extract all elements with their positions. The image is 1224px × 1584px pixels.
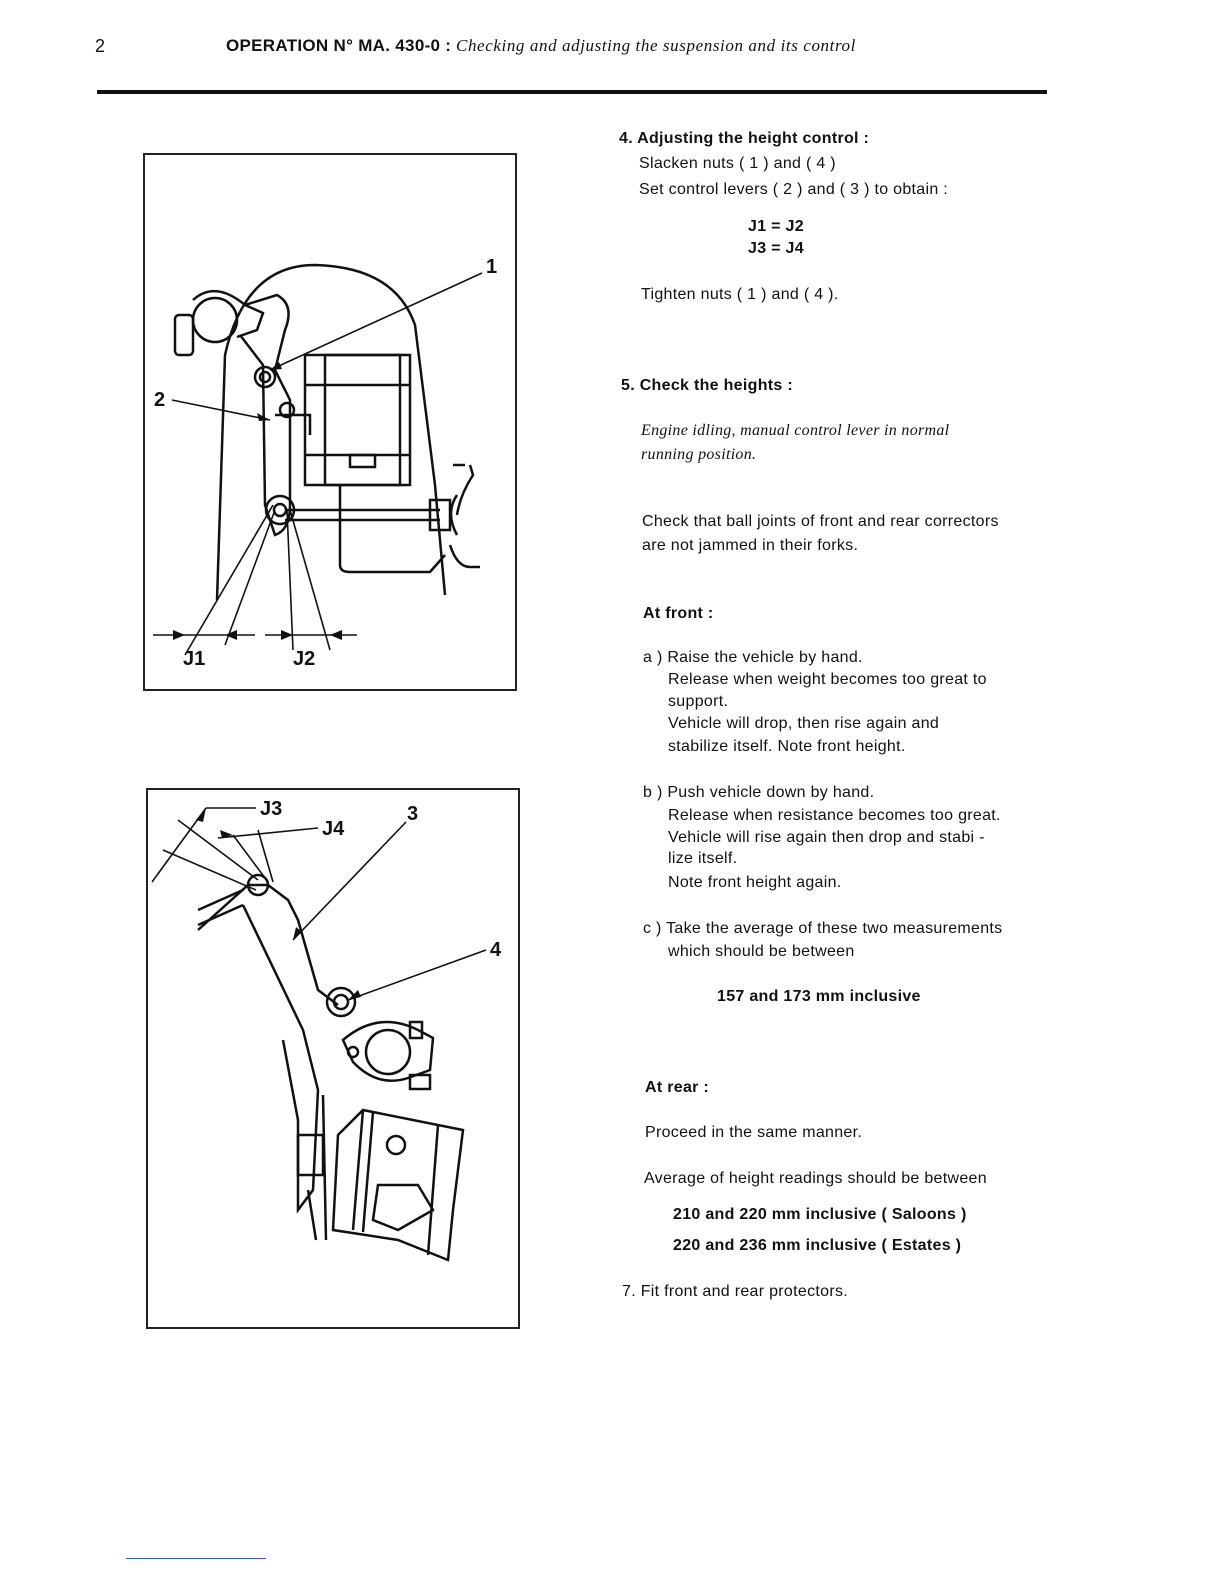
at-rear-heading: At rear : <box>645 1079 710 1096</box>
equation-j1-j2: J1 = J2 <box>748 218 804 235</box>
operation-title: OPERATION N° MA. 430-0 : <box>226 36 452 55</box>
page-edge-line <box>126 1558 266 1559</box>
step-c-2: which should be between <box>668 943 855 960</box>
step-c-1: c ) Take the average of these two measurements <box>643 920 1003 937</box>
equation-j3-j4: J3 = J4 <box>748 240 804 257</box>
step-a-2: Release when weight becomes too great to <box>668 671 987 688</box>
section-4-line-3: Tighten nuts ( 1 ) and ( 4 ). <box>641 286 839 303</box>
figure-height-control-front <box>143 153 517 691</box>
label-j1: J1 <box>183 648 206 670</box>
page-header <box>226 36 856 56</box>
section-7: 7. Fit front and rear protectors. <box>622 1283 848 1300</box>
step-b-5: Note front height again. <box>668 874 842 891</box>
label-j3: J3 <box>260 798 283 820</box>
section-5-check-1: Check that ball joints of front and rear correctors <box>642 513 999 530</box>
figure-2-drawing <box>148 790 518 1327</box>
section-5-check-2: are not jammed in their forks. <box>642 537 859 554</box>
header-rule <box>97 90 1047 94</box>
section-4-line-1: Slacken nuts ( 1 ) and ( 4 ) <box>639 155 836 172</box>
figure-1-drawing <box>145 155 515 689</box>
label-j4: J4 <box>322 818 345 840</box>
callout-1: 1 <box>486 256 498 278</box>
section-4-heading: 4. Adjusting the height control : <box>619 130 870 147</box>
section-5-italic-1: Engine idling, manual control lever in normal <box>641 422 950 439</box>
at-front-heading: At front : <box>643 605 714 622</box>
saloons-range: 210 and 220 mm inclusive ( Saloons ) <box>673 1206 967 1223</box>
section-5-italic-2: running position. <box>641 446 757 463</box>
figure-height-control-rear <box>146 788 520 1329</box>
rear-line-1: Proceed in the same manner. <box>645 1124 863 1141</box>
section-4-line-2: Set control levers ( 2 ) and ( 3 ) to obtain : <box>639 181 949 198</box>
step-a-4: Vehicle will drop, then rise again and <box>668 715 940 732</box>
step-b-4: lize itself. <box>668 850 738 867</box>
page-number: 2 <box>95 36 106 56</box>
step-b-1: b ) Push vehicle down by hand. <box>643 784 875 801</box>
step-b-3: Vehicle will rise again then drop and stabi - <box>668 829 985 846</box>
section-5-heading: 5. Check the heights : <box>621 377 793 394</box>
front-height-range: 157 and 173 mm inclusive <box>717 988 921 1005</box>
callout-3: 3 <box>407 803 419 825</box>
operation-subtitle: Checking and adjusting the suspension and its control <box>456 36 856 55</box>
estates-range: 220 and 236 mm inclusive ( Estates ) <box>673 1237 962 1254</box>
rear-line-2: Average of height readings should be between <box>644 1170 987 1187</box>
step-a-5: stabilize itself. Note front height. <box>668 738 906 755</box>
callout-2: 2 <box>154 389 166 411</box>
callout-4: 4 <box>490 939 502 961</box>
step-a-1: a ) Raise the vehicle by hand. <box>643 649 863 666</box>
step-a-3: support. <box>668 693 729 710</box>
step-b-2: Release when resistance becomes too great. <box>668 807 1001 824</box>
label-j2: J2 <box>293 648 316 670</box>
